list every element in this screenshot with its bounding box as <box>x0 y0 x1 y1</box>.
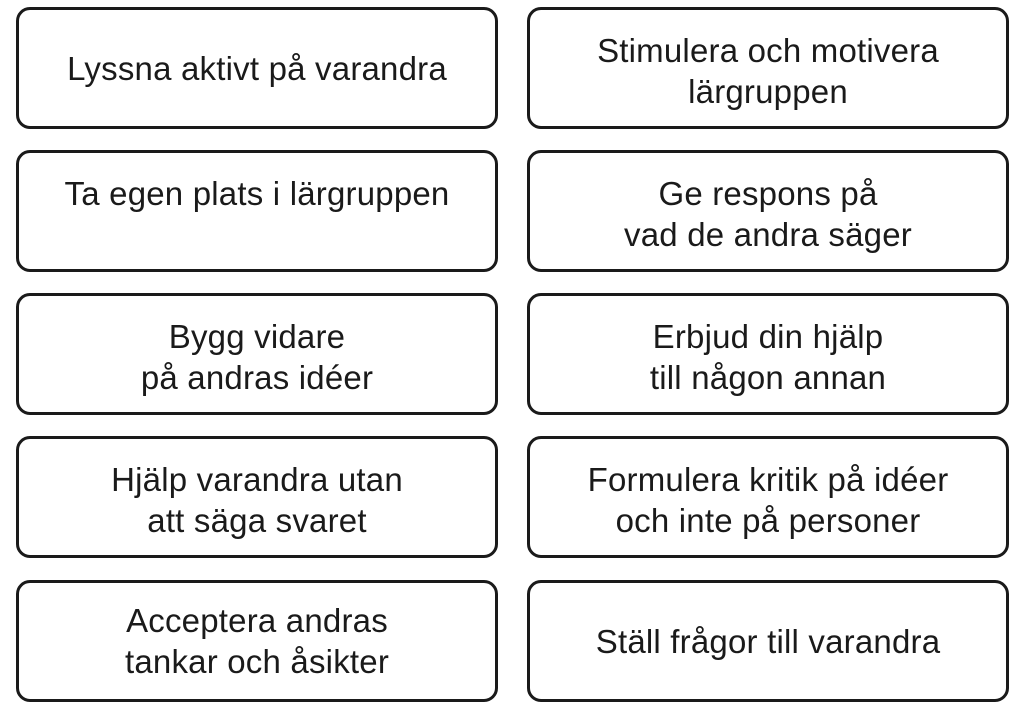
card-label: Erbjud din hjälp till någon annan <box>649 318 887 396</box>
card-erbjud-hjalp <box>527 293 1009 415</box>
card-hjalp-varandra <box>16 436 498 558</box>
card-acceptera-andras <box>16 580 498 702</box>
card-label: Ta egen plats i lärgruppen <box>64 175 450 212</box>
card-ge-respons <box>527 150 1009 272</box>
card-label: Formulera kritik på idéer och inte på personer <box>587 461 949 539</box>
card-label: Hjälp varandra utan att säga svaret <box>111 461 403 539</box>
card-label: Stimulera och motivera lärgruppen <box>597 32 939 110</box>
card-label: Ge respons på vad de andra säger <box>624 175 912 253</box>
card-lyssna-aktivt <box>16 7 498 129</box>
card-ta-egen-plats <box>16 150 498 272</box>
card-bygg-vidare <box>16 293 498 415</box>
card-label: Lyssna aktivt på varandra <box>67 49 447 87</box>
card-formulera-kritik <box>527 436 1009 558</box>
card-label: Ställ frågor till varandra <box>595 622 941 660</box>
card-label: Acceptera andras tankar och åsikter <box>124 602 390 680</box>
card-stimulera-och-motivera <box>527 7 1009 129</box>
card-label: Bygg vidare på andras idéer <box>140 318 374 396</box>
card-stall-fragor <box>527 580 1009 702</box>
